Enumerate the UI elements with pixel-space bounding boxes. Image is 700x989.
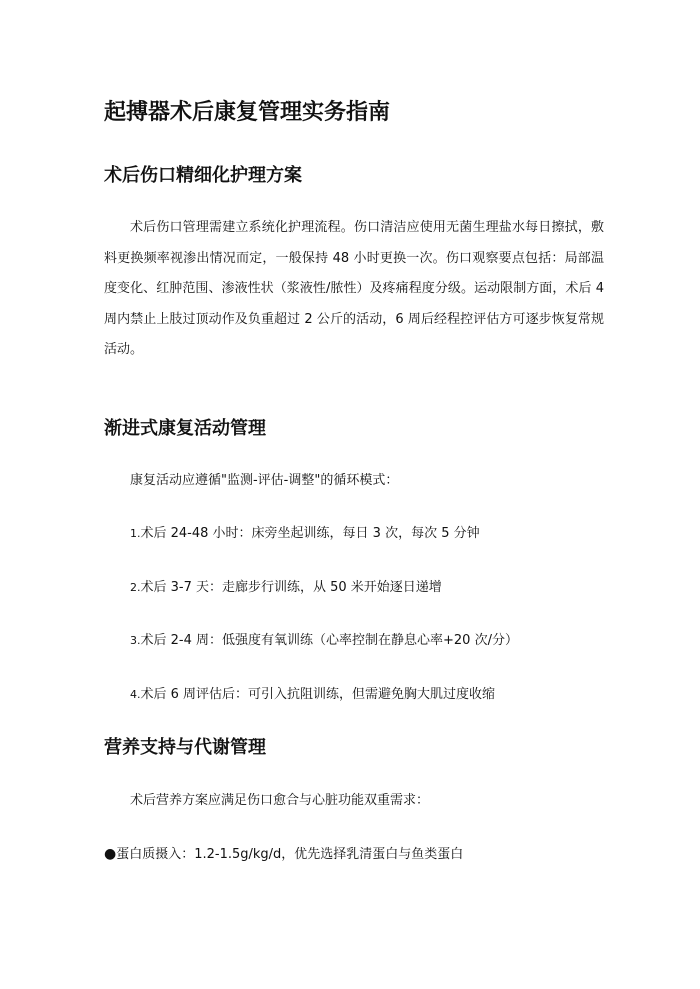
list-item-number: 4. [130, 688, 141, 701]
section-heading-wound-care: 术后伤口精细化护理方案 [104, 165, 302, 186]
list-item-text: 术后 6 周评估后：可引入抗阻训练，但需避免胸大肌过度收缩 [140, 687, 496, 702]
section-heading-nutrition: 营养支持与代谢管理 [104, 737, 266, 758]
list-item-text: 术后 24-48 小时：床旁坐起训练，每日 3 次，每次 5 分钟 [140, 526, 480, 541]
list-item [130, 577, 442, 599]
bullet-item-text: 蛋白质摄入：1.2-1.5g/kg/d，优先选择乳清蛋白与鱼类蛋白 [116, 847, 464, 862]
nutrition-intro-text: 术后营养方案应满足伤口愈合与心脏功能双重需求： [130, 793, 430, 808]
list-item-text: 术后 2-4 周：低强度有氧训练（心率控制在静息心率+20 次/分） [140, 633, 518, 648]
list-item [130, 630, 518, 652]
rehab-intro-text: 康复活动应遵循"监测-评估-调整"的循环模式： [130, 473, 399, 488]
list-item-number: 1. [130, 527, 141, 540]
list-item [130, 684, 495, 706]
list-item [130, 523, 480, 545]
section-heading-rehab-activity: 渐进式康复活动管理 [104, 418, 266, 439]
list-item-number: 2. [130, 581, 141, 594]
wound-care-paragraph: 术后伤口管理需建立系统化护理流程。伤口清洁应使用无菌生理盐水每日擦拭，敷料更换频率视渗出情况而定，一般保持 48 小时更换一次。伤口观察要点包括：局部温度变化、红肿范围、渗液性状（浆液性/脓性）及疼痛程度分级。运动限制方面，术后 4 周内禁止上肢过顶动作及负重超过 2 公斤的活动，6 周后经程控评估方可逐步恢复常规活动。 [104, 220, 604, 357]
list-item-number: 3. [130, 634, 141, 647]
bullet-item [104, 843, 463, 866]
list-item-text: 术后 3-7 天：走廊步行训练，从 50 米开始逐日递增 [140, 580, 442, 595]
document-title: 起搏器术后康复管理实务指南 [104, 100, 391, 125]
bullet-icon: ● [104, 846, 117, 862]
